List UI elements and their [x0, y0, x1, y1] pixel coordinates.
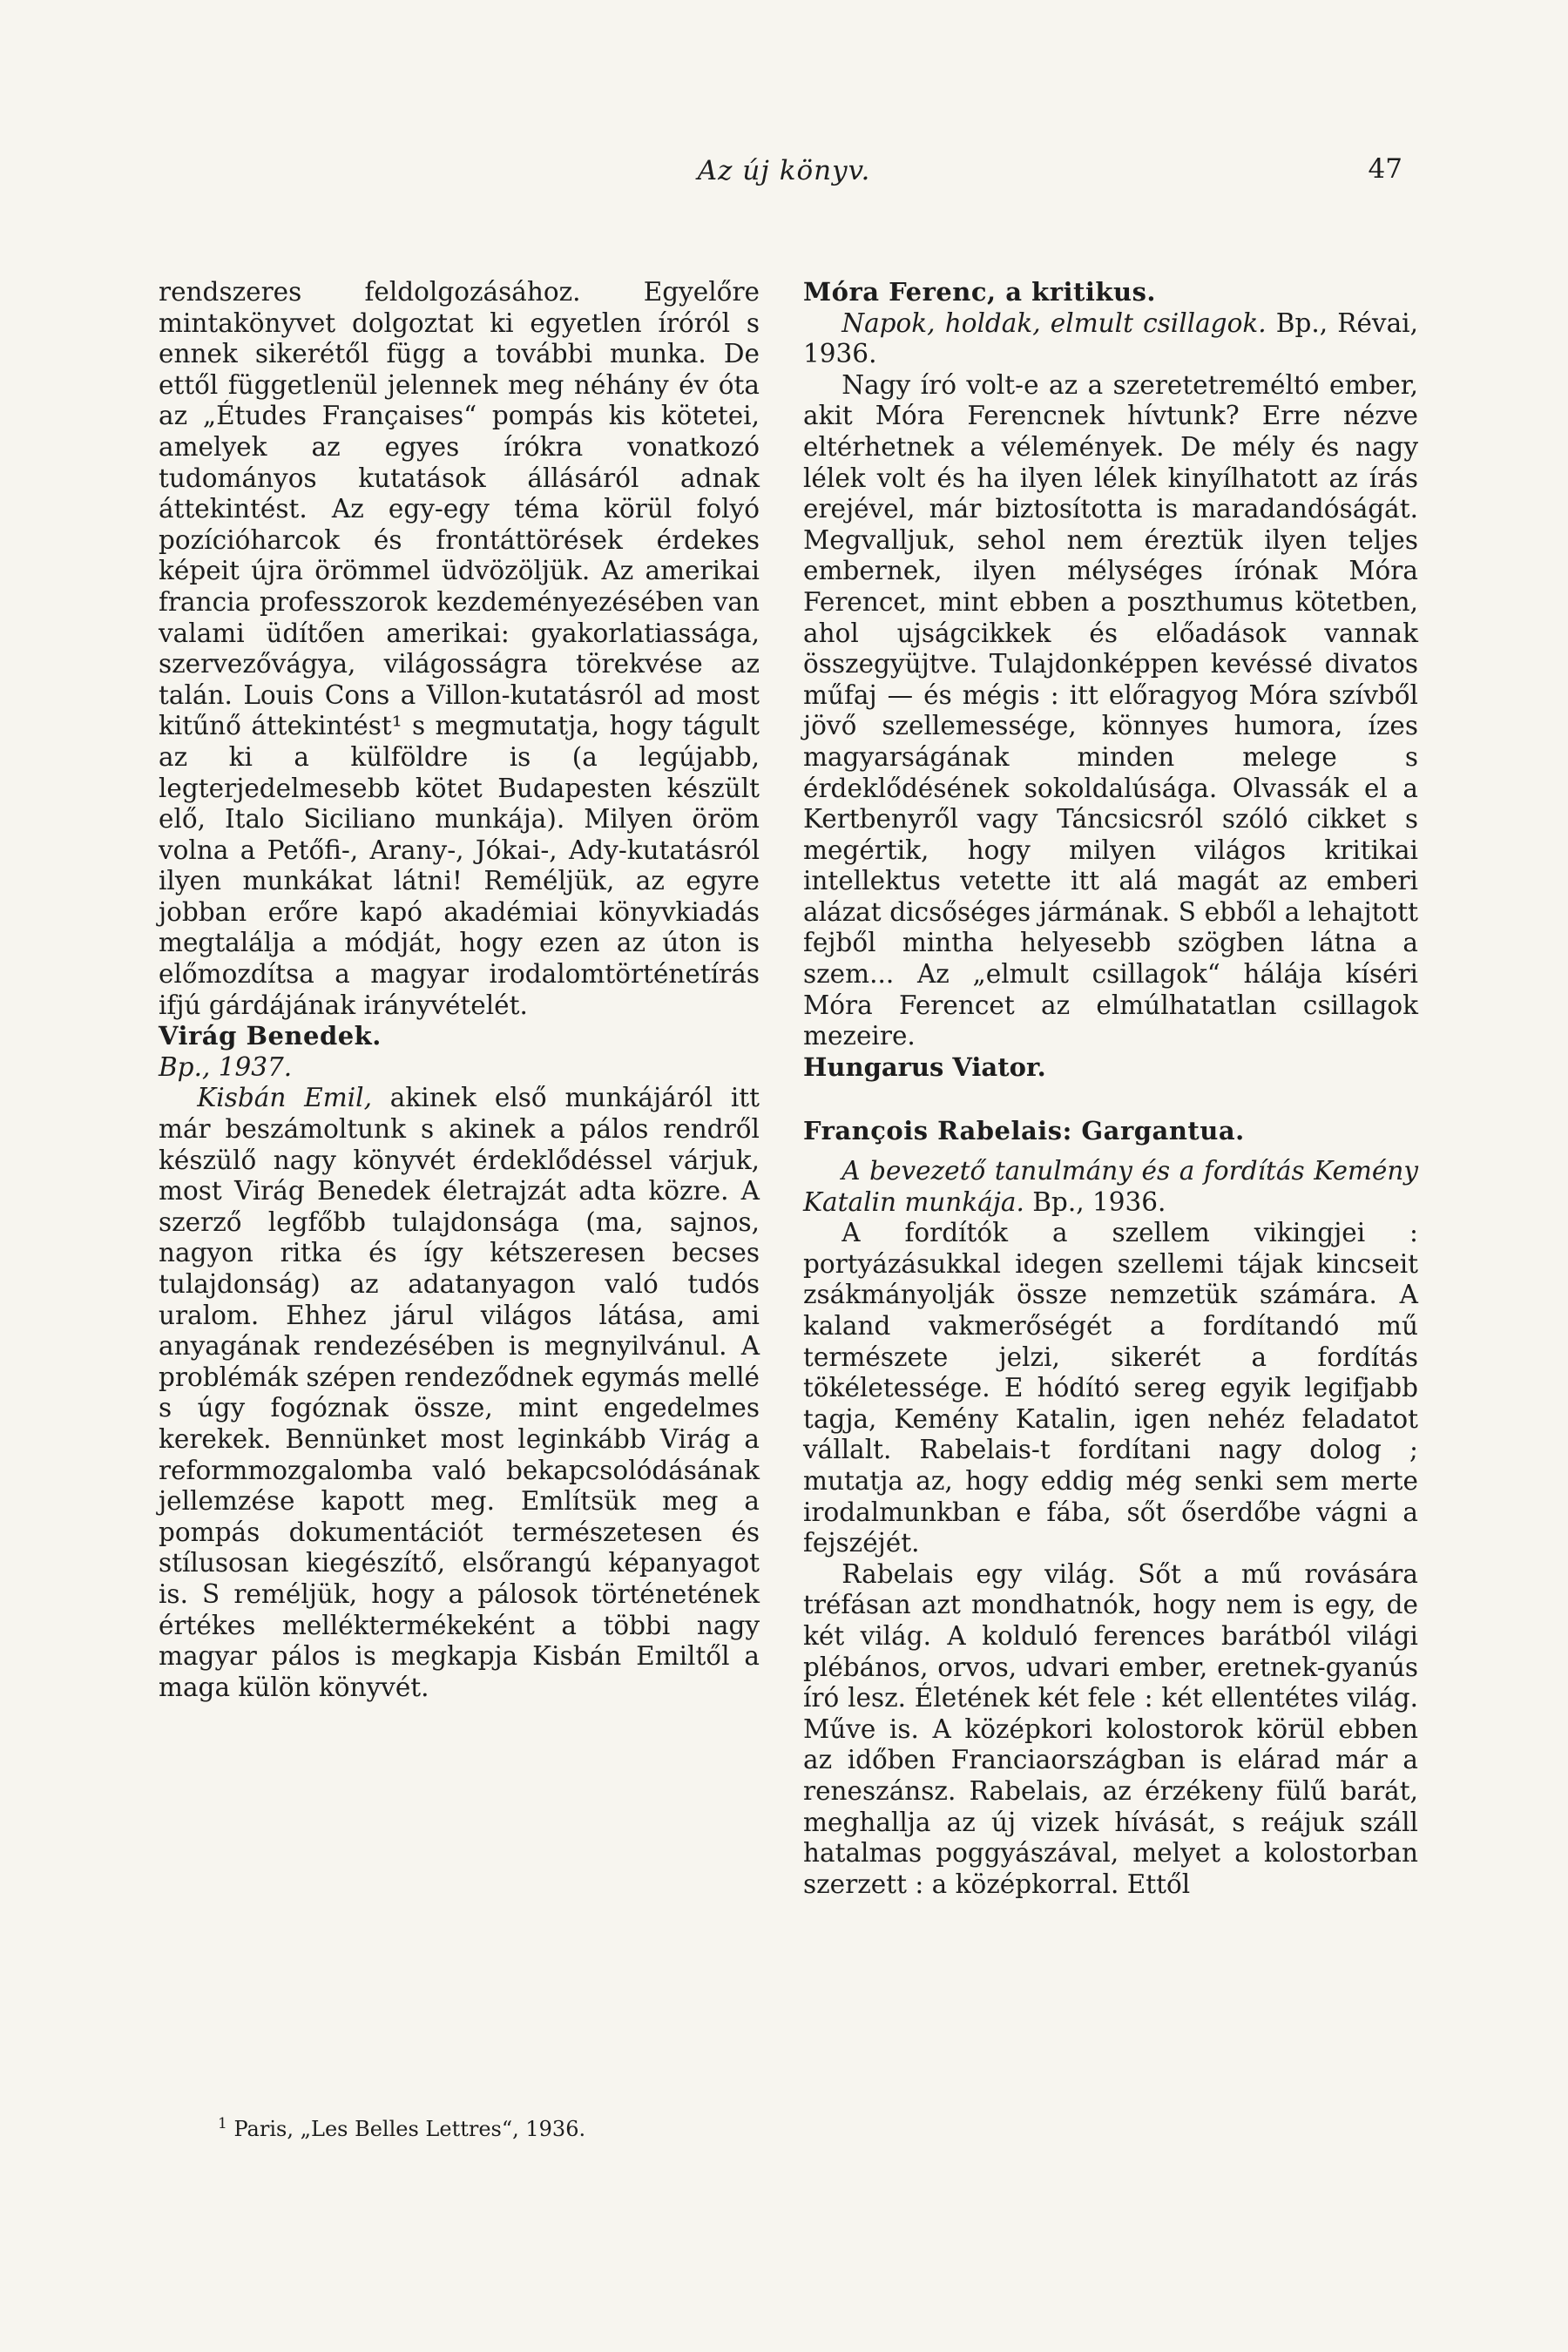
review-heading-rabelais: François Rabelais: Gargantua.: [803, 1116, 1245, 1146]
right-column: [803, 277, 1418, 1900]
continued-paragraph: rendszeres feldolgozásához. Egyelőre mintakönyvet dolgoztat ki egyetlen íróról s ennek sikerétől függ a további munka. De ettől függetlenül jelennek meg néhány év óta az „Études Françaises“ pompás kis kötetei, amelyek az egyes írókra vonatkozó tudományos kutatások állásáról adnak áttekintést. Az egy-egy téma körül folyó pozícióharcok és frontáttörések érdekes képeit újra örömmel üdvözöljük. Az amerikai francia professzorok kezdeményezésében van valami üdítően amerikai: gyakorlatiassága, szervezővágya, világosságra törekvése az talán. Louis Cons a Villon-kutatásról ad most kitűnő áttekintést¹ s megmutatja, hogy tágult az ki a külföldre is (a legújabb, legterjedelmesebb kötet Budapesten készült elő, Italo Siciliano munkája). Milyen öröm volna a Petőfi-, Arany-, Jókai-, Ady-kutatásról ilyen munkákat látni! Reméljük, az egyre jobban erőre kapó akadémiai könyvkiadás megtalálja a módját, hogy ezen az úton is előmozdítsa a magyar irodalomtörténetírás ifjú gárdájának irányvételét.: [159, 277, 760, 1020]
book-publisher: Bp., Révai, 1936.: [803, 308, 1418, 369]
review-paragraph-mora: Nagy író volt-e az a szeretetreméltó ember, akit Móra Ferencnek hívtunk? Erre nézve eltérhetnek a vélemények. De mély és nagy lélek volt és ha ilyen lélek kinyílhatott az írás erejével, már biztosította is maradandóságát. Megvalljuk, sehol nem éreztük ilyen teljes embernek, ilyen mélységes írónak Móra Ferencet, mint ebben a poszthumus kötetben, ahol ujságcikkek és előadások vannak összegyüjtve. Tulajdonképpen kevéssé divatos műfaj — és mégis : itt előragyog Móra szívből jövő szellemessége, könnyes humora, ízes magyarságának minden melege s érdeklődésének sokoldalúsága. Olvassák el a Kertbenyről vagy Táncsicsról szóló cikket s megértik, hogy milyen világos kritikai intellektus vetette itt alá magát az emberi alázat dicsőséges jármának. S ebből a lehajtott fejből mintha helyesebb szögben látna a szem... Az „elmult csillagok“ hálája kíséri Móra Ferencet az elmúlhatatlan csillagok mezeire.: [803, 369, 1418, 1051]
book-title: Napok, holdak, elmult csillagok.: [841, 308, 1267, 338]
left-column: [159, 277, 760, 1703]
review-signature-virag: Virág Benedek.: [159, 1021, 382, 1051]
author-name: Kisbán Emil,: [197, 1083, 372, 1113]
translation-credit: [803, 1156, 1418, 1218]
page-number: 47: [1368, 153, 1402, 185]
credit-publisher: Bp., 1936.: [1024, 1186, 1166, 1217]
credit-text: A bevezető tanulmány és a fordítás Kemény Katalin munkája.: [803, 1156, 1418, 1217]
review-heading-mora: Móra Ferenc, a kritikus.: [803, 277, 1157, 307]
review-paragraph-kisban: [159, 1083, 760, 1703]
running-header: Az új könyv.: [697, 155, 871, 186]
footnote-mark: 1: [218, 2115, 227, 2132]
book-citation: [803, 308, 1418, 370]
footnote-text: Paris, „Les Belles Lettres“, 1936.: [233, 2117, 586, 2141]
review-text: akinek első munkájáról itt már beszámoltunk s akinek a pálos rendről készülő nagy könyvét érdeklődéssel várjuk, most Virág Benedek életrajzát adta közre. A szerző legfőbb tulajdonsága (ma, sajnos, nagyon ritka és így kétszeresen becses tulajdonság) az adatanyagon való tudós uralom. Ehhez járul világos látása, ami anyagának rendezésében is megnyilvánul. A problémák szépen rendeződnek egymás mellé s úgy fogóznak össze, mint engedelmes kerekek. Bennünket most leginkább Virág a reformmozgalomba való bekapcsolódásának jellemzése kapott meg. Említsük meg a pompás dokumentációt természetesen és stílusosan kiegészítő, elsőrangú képanyagot is. S reméljük, hogy a pálosok történetének értékes melléktermékeként a többi nagy magyar pálos is megkapja Kisbán Emiltől a maga külön könyvét.: [159, 1083, 760, 1702]
publication-line: Bp., 1937.: [159, 1051, 293, 1082]
review-signature-viator: Hungarus Viator.: [803, 1051, 1046, 1082]
review-paragraph-rabelais-2: Rabelais egy világ. Sőt a mű rovására tréfásan azt mondhatnók, hogy nem is egy, de két világ. A kolduló ferences barátból világi plébános, orvos, udvari ember, eretnek-gyanús író lesz. Életének két fele : két ellentétes világ. Műve is. A középkori kolostorok körül ebben az időben Franciaországban is elárad már a reneszánsz. Rabelais, az érzékeny fülű barát, meghallja az új vizek hívását, s reájuk száll hatalmas poggyászával, melyet a kolostorban szerzett : a középkorral. Ettől: [803, 1558, 1418, 1899]
footnote: [218, 2115, 585, 2141]
review-paragraph-rabelais-1: A fordítók a szellem vikingjei : portyázásukkal idegen szellemi tájak kincseit zsákmányolják össze nemzetük számára. A kaland vakmerőségét a fordítandó mű természete jelzi, sikerét a fordítás tökéletessége. E hódító sereg egyik legifjabb tagja, Kemény Katalin, igen nehéz feladatot vállalt. Rabelais-t fordítani nagy dolog ; mutatja az, hogy eddig még senki sem merte irodalmunkban e fába, sőt őserdőbe vágni a fejszéjét.: [803, 1218, 1418, 1558]
